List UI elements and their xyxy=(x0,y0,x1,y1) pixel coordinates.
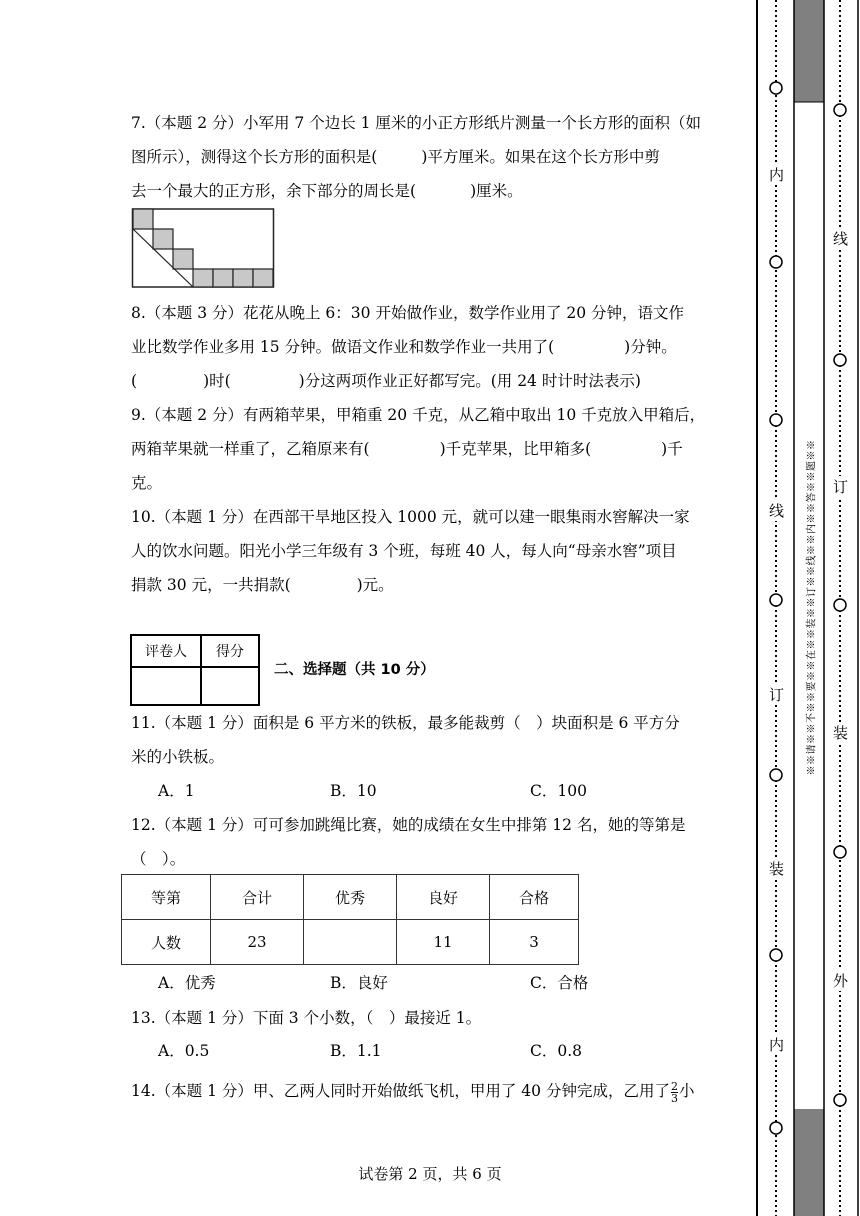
q9-line2b: )千克苹果，比甲箱多( xyxy=(439,440,592,458)
table-cell xyxy=(304,920,397,965)
q8-line3a: ( xyxy=(131,372,138,390)
q13-option-a[interactable]: A．0.5 xyxy=(158,1042,210,1060)
q9-line3: 克。 xyxy=(131,474,163,492)
q14-fraction xyxy=(671,1081,678,1104)
table-header-cell: 良好 xyxy=(397,875,490,920)
unit-square xyxy=(233,269,253,287)
question-13 xyxy=(131,1001,731,1035)
binding-label-inner: 内 xyxy=(769,166,785,184)
q12-option-c[interactable]: C．合格 xyxy=(530,974,589,992)
binding-label-line-outer: 线 xyxy=(833,230,849,248)
q7-rectangle-figure xyxy=(131,207,277,289)
q7-line3a: 去一个最大的正方形，余下部分的周长是( xyxy=(131,182,417,200)
q9-line2c: )千 xyxy=(661,440,683,458)
question-8 xyxy=(131,296,731,398)
q8-line2a: 业比数学作业多用 15 分钟。做语文作业和数学作业一共用了( xyxy=(131,338,555,356)
section-title: 二、选择题（共 10 分） xyxy=(274,662,435,678)
score-label: 得分 xyxy=(201,635,259,667)
table-header-cell: 等第 xyxy=(122,875,211,920)
binding-label-bind-outer: 装 xyxy=(833,724,849,742)
q13-option-c[interactable]: C．0.8 xyxy=(530,1042,583,1060)
q10-line3a: 捐款 30 元，一共捐款( xyxy=(131,576,291,594)
binding-label-outer: 外 xyxy=(833,972,849,990)
question-9 xyxy=(131,398,731,500)
q11-option-a[interactable]: A．1 xyxy=(158,782,195,800)
question-14 xyxy=(131,1074,731,1108)
q7-line3b: )厘米。 xyxy=(470,182,523,200)
q8-line3c: )分这两项作业正好都写完。(用 24 时计时法表示) xyxy=(298,372,641,390)
q11-line2: 米的小铁板。 xyxy=(131,748,225,766)
q9-line1: 9.（本题 2 分）有两箱苹果，甲箱重 20 千克，从乙箱中取出 10 千克放入甲箱后， xyxy=(131,406,706,424)
q11-option-b[interactable]: B．10 xyxy=(330,782,377,800)
question-7 xyxy=(131,106,731,208)
table-header-cell: 合计 xyxy=(211,875,304,920)
q8-line1: 8.（本题 3 分）花花从晚上 6：30 开始做作业，数学作业用了 20 分钟，语文作 xyxy=(131,304,685,322)
q14-frac-den: 3 xyxy=(670,1091,678,1105)
q9-line2a: 两箱苹果就一样重了，乙箱原来有( xyxy=(131,440,370,458)
table-cell: 人数 xyxy=(122,920,211,965)
table-cell: 3 xyxy=(490,920,579,965)
binding-strip xyxy=(740,0,860,1216)
unit-square xyxy=(173,249,193,269)
q14-frac-num: 2 xyxy=(670,1079,678,1093)
unit-square xyxy=(253,269,273,287)
table-header-cell: 合格 xyxy=(490,875,579,920)
q14-line1a: 14.（本题 1 分）甲、乙两人同时开始做纸飞机，甲用了 40 分钟完成，乙用了 xyxy=(131,1082,670,1100)
binding-notice: ※※请※※不※※要※※在※※装※※订※※线※※内※※答※※题※※ xyxy=(806,439,818,776)
q10-line1: 10.（本题 1 分）在西部干旱地区投入 1000 元，就可以建一眼集雨水窖解决一家 xyxy=(131,508,690,526)
question-11 xyxy=(131,706,731,774)
q7-line2a: 图所示），测得这个长方形的面积是( xyxy=(131,148,378,166)
table-row xyxy=(122,920,579,965)
grade-table xyxy=(121,874,579,965)
q7-line1: 7.（本题 2 分）小军用 7 个边长 1 厘米的小正方形纸片测量一个长方形的面积（如 xyxy=(131,114,701,132)
q8-line2b: )分钟。 xyxy=(624,338,677,356)
q8-line3b: )时( xyxy=(203,372,231,390)
binding-label-inner-2: 内 xyxy=(769,1036,785,1054)
unit-square xyxy=(133,209,153,229)
q7-line2b: )平方厘米。如果在这个长方形中剪 xyxy=(421,148,660,166)
reviewer-label: 评卷人 xyxy=(131,635,201,667)
q12-option-b[interactable]: B．良好 xyxy=(330,974,388,992)
q11-line1: 11.（本题 1 分）面积是 6 平方米的铁板，最多能裁剪（ ）块面积是 6 平方分 xyxy=(131,714,680,732)
q13-option-b[interactable]: B．1.1 xyxy=(330,1042,382,1060)
reviewer-field[interactable] xyxy=(131,667,201,705)
score-box xyxy=(130,634,260,706)
question-12 xyxy=(131,808,731,876)
table-cell: 11 xyxy=(397,920,490,965)
binding-label-line: 线 xyxy=(769,502,785,520)
q12-line2: （ ）。 xyxy=(131,850,186,868)
table-row xyxy=(122,875,579,920)
q12-line1: 12.（本题 1 分）可可参加跳绳比赛，她的成绩在女生中排第 12 名，她的等第是 xyxy=(131,816,686,834)
q10-line3b: )元。 xyxy=(356,576,394,594)
q13-line1: 13.（本题 1 分）下面 3 个小数，（ ）最接近 1。 xyxy=(131,1009,482,1027)
unit-square xyxy=(153,229,173,249)
score-field[interactable] xyxy=(201,667,259,705)
page-footer: 试卷第 2 页，共 6 页 xyxy=(358,1165,502,1183)
table-cell: 23 xyxy=(211,920,304,965)
binding-label-order-outer: 订 xyxy=(833,478,849,496)
q11-option-c[interactable]: C．100 xyxy=(530,782,587,800)
q10-line2: 人的饮水问题。阳光小学三年级有 3 个班，每班 40 人，每人向“母亲水窖”项目 xyxy=(131,542,677,560)
question-10 xyxy=(131,500,731,602)
unit-square xyxy=(213,269,233,287)
table-header-cell: 优秀 xyxy=(304,875,397,920)
unit-square xyxy=(193,269,213,287)
binding-label-order: 订 xyxy=(769,686,785,704)
q14-line1b: 小 xyxy=(678,1082,695,1100)
binding-label-bind: 装 xyxy=(769,860,785,878)
q12-option-a[interactable]: A．优秀 xyxy=(158,974,216,992)
